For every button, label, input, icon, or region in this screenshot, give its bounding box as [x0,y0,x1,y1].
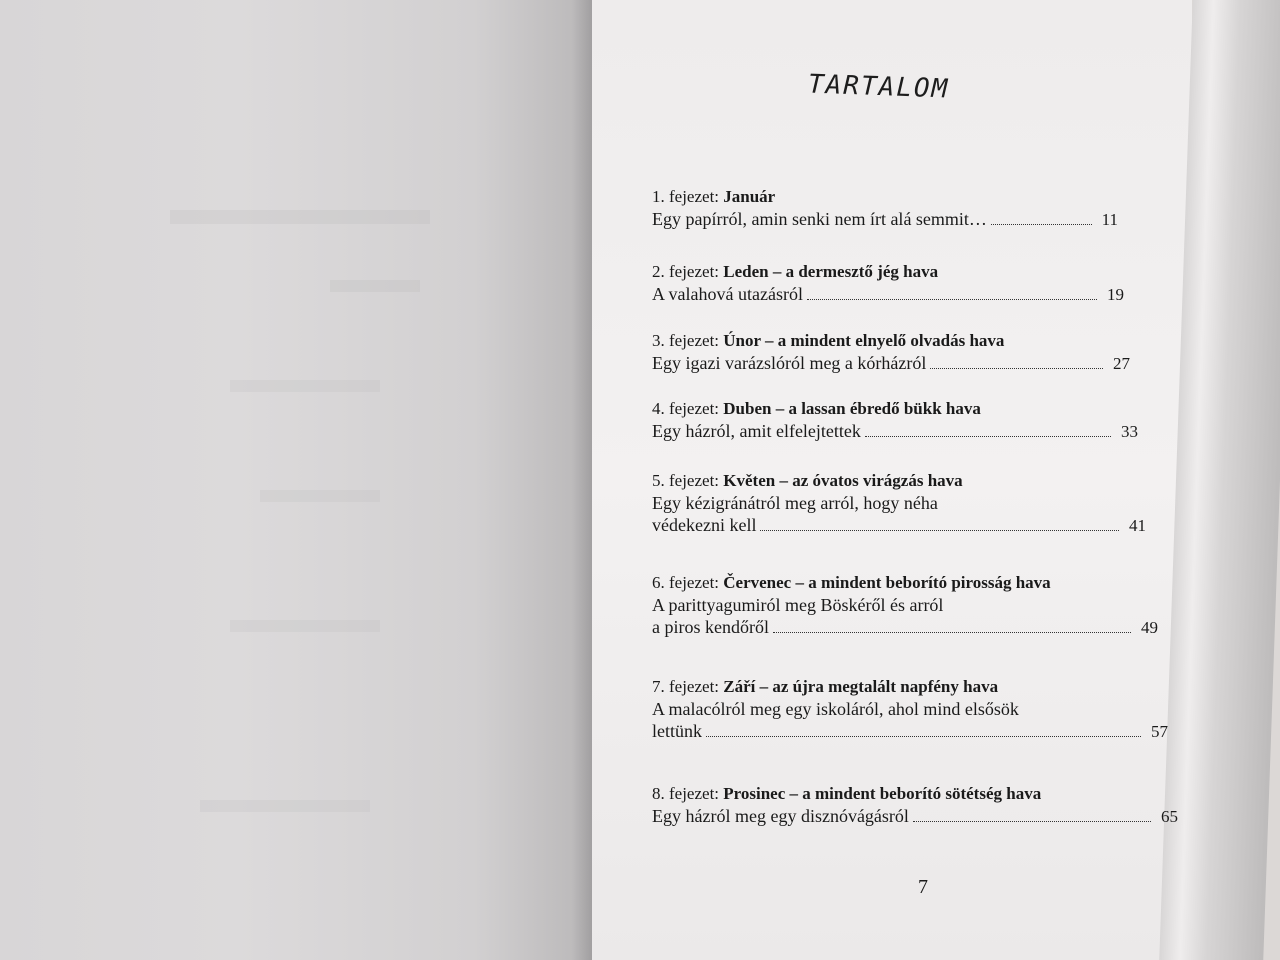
chapter-prefix: 3. fejezet: [652,331,720,350]
page-number: 7 [918,876,928,898]
leader-dots [706,736,1141,737]
chapter-name: Duben – a lassan ébredő bükk hava [723,399,981,418]
page-ref: 41 [1129,516,1146,535]
chapter-description: védekezni kell [652,515,757,535]
chapter-description: a piros kendőről [652,617,769,637]
page-title: TARTALOM [807,69,950,105]
leader-dots [913,821,1151,822]
chapter-prefix: 4. fejezet: [652,399,720,418]
toc-entry [652,470,1146,537]
chapter-description: Egy igazi varázslóról meg a kórházról [652,353,927,373]
chapter-description: A parittyagumiról meg Böskéről és arról [652,595,944,615]
chapter-name: Január [723,187,776,206]
page-ref: 27 [1113,354,1130,373]
chapter-prefix: 1. fejezet: [652,187,720,206]
toc-entry [652,676,1168,743]
page-ref: 49 [1141,618,1158,637]
leader-dots [991,224,1092,225]
leader-dots [807,299,1097,300]
toc-entry [652,783,1178,828]
leader-dots [865,436,1111,437]
toc-entry [652,572,1158,639]
page-ref: 11 [1101,210,1118,229]
chapter-description: A malacólról meg egy iskoláról, ahol mind elsősök [652,699,1019,719]
chapter-description: Egy házról meg egy disznóvágásról [652,806,909,826]
chapter-prefix: 2. fejezet: [652,262,720,281]
chapter-description: Egy kézigránátról meg arról, hogy néha [652,493,938,513]
leader-dots [760,530,1119,531]
toc-entry [652,261,1124,306]
chapter-name: Červenec – a mindent beborító pirosság hava [723,573,1051,592]
leader-dots [773,632,1131,633]
chapter-prefix: 6. fejezet: [652,573,720,592]
toc-entry [652,330,1130,375]
leader-dots [930,368,1103,369]
chapter-prefix: 5. fejezet: [652,471,720,490]
chapter-prefix: 7. fejezet: [652,677,720,696]
page-ref: 33 [1121,422,1138,441]
chapter-name: Únor – a mindent elnyelő olvadás hava [723,331,1005,350]
chapter-description: Egy papírról, amin senki nem írt alá semmit… [652,209,987,229]
chapter-name: Květen – az óvatos virágzás hava [723,471,963,490]
chapter-description: Egy házról, amit elfelejtettek [652,421,861,441]
toc-entry [652,186,1118,231]
chapter-prefix: 8. fejezet: [652,784,720,803]
chapter-name: Leden – a dermesztő jég hava [723,262,939,281]
chapter-description: A valahová utazásról [652,284,803,304]
page-ref: 19 [1107,285,1124,304]
page-ref: 65 [1161,807,1178,826]
chapter-name: Září – az újra megtalált napfény hava [723,677,999,696]
chapter-description: lettünk [652,721,702,741]
page-ref: 57 [1151,722,1168,741]
chapter-name: Prosinec – a mindent beborító sötétség hava [723,784,1042,803]
toc-entry [652,398,1138,443]
